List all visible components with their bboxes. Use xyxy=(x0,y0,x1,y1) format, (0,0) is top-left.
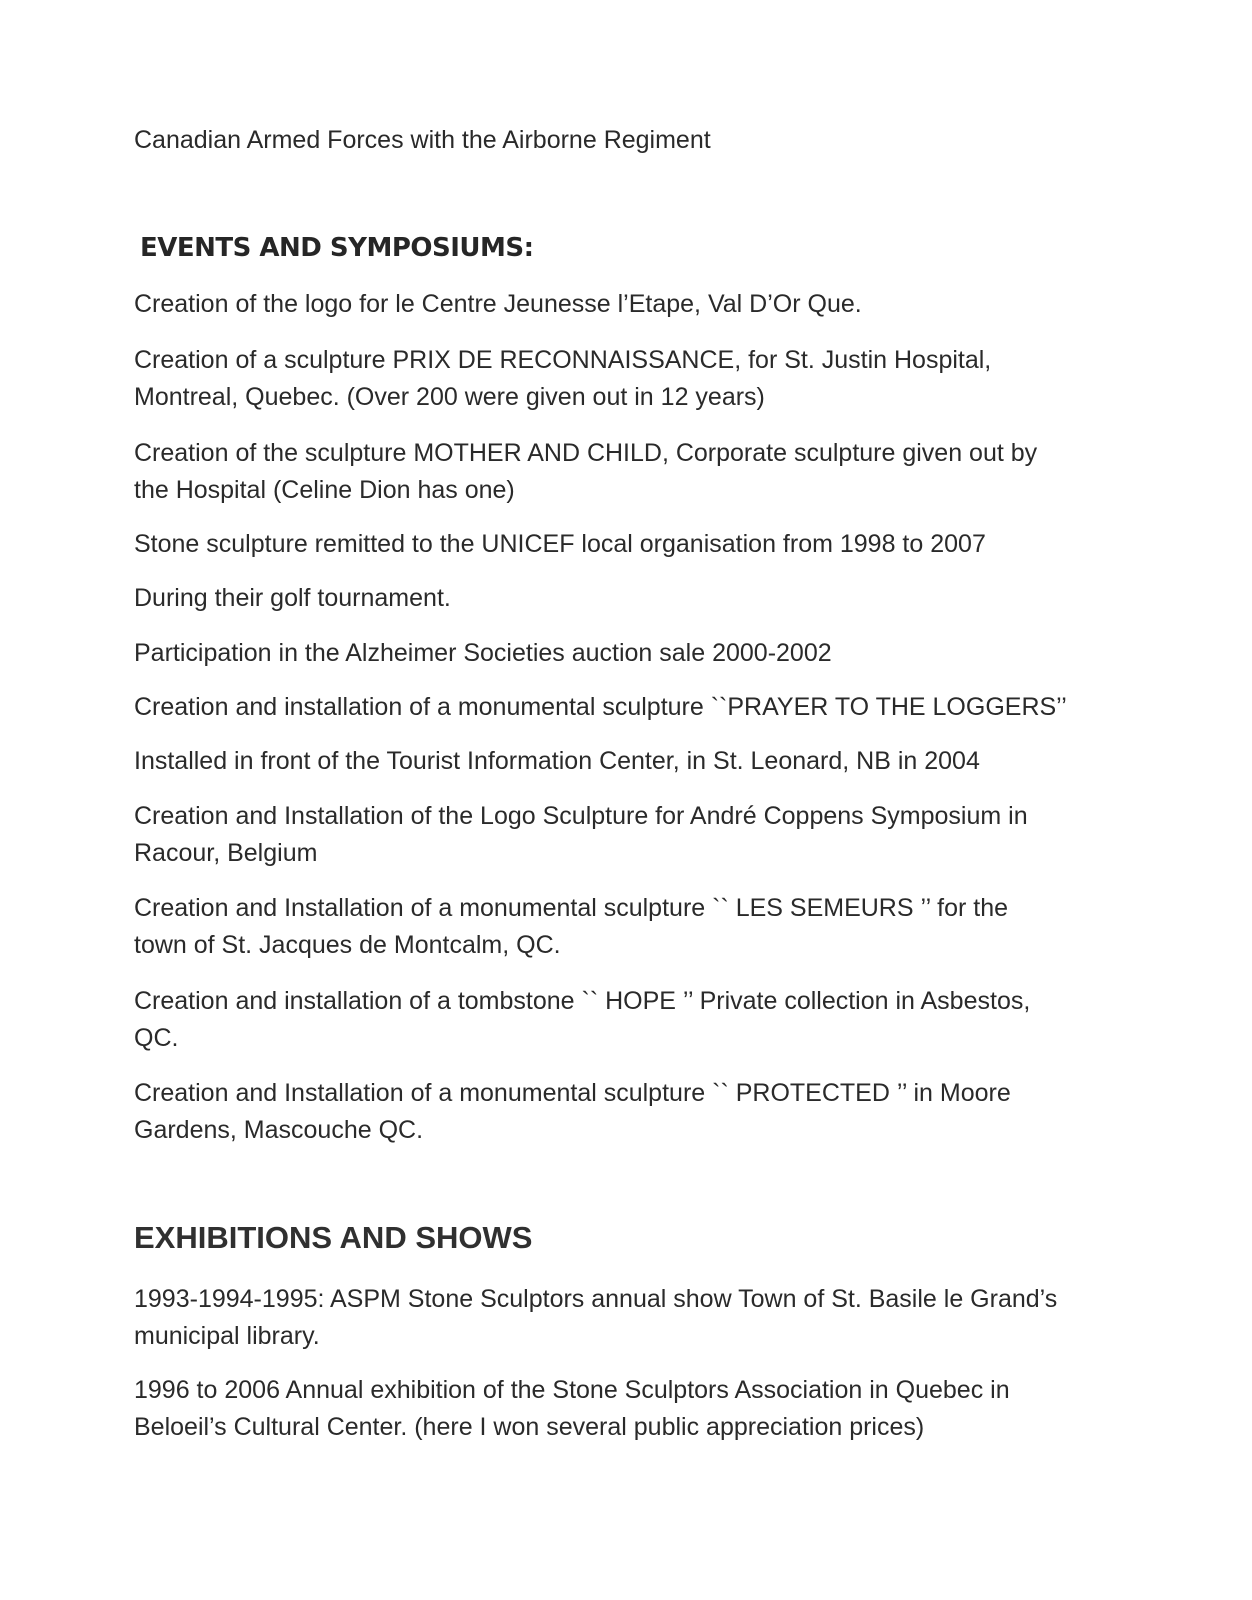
exhibition-line: 1996 to 2006 Annual exhibition of the Stone Sculptors Association in Quebec in xyxy=(134,1376,1010,1404)
event-line: Creation and Installation of a monumental sculpture `` PROTECTED ’’ in Moore xyxy=(134,1079,1011,1107)
event-line: Installed in front of the Tourist Information Center, in St. Leonard, NB in 2004 xyxy=(134,747,980,775)
event-line: Stone sculpture remitted to the UNICEF local organisation from 1998 to 2007 xyxy=(134,530,986,558)
event-line: Creation and installation of a tombstone `` HOPE ’’ Private collection in Asbestos, xyxy=(134,987,1031,1015)
event-line: the Hospital (Celine Dion has one) xyxy=(134,476,515,504)
event-line: Creation and Installation of the Logo Sculpture for André Coppens Symposium in xyxy=(134,802,1028,830)
event-line: Racour, Belgium xyxy=(134,839,318,867)
exhibition-line: Beloeil’s Cultural Center. (here I won several public appreciation prices) xyxy=(134,1413,925,1441)
event-line: Creation of a sculpture PRIX DE RECONNAISSANCE, for St. Justin Hospital, xyxy=(134,346,992,374)
event-line: QC. xyxy=(134,1024,179,1052)
event-line: Participation in the Alzheimer Societies auction sale 2000-2002 xyxy=(134,639,832,667)
event-line: During their golf tournament. xyxy=(134,584,451,612)
intro-line: Canadian Armed Forces with the Airborne Regiment xyxy=(134,126,711,154)
event-line: Gardens, Mascouche QC. xyxy=(134,1116,424,1144)
exhibition-line: municipal library. xyxy=(134,1322,320,1350)
event-line: Creation of the logo for le Centre Jeunesse l’Etape, Val D’Or Que. xyxy=(134,290,862,318)
event-line: town of St. Jacques de Montcalm, QC. xyxy=(134,931,561,959)
exhibitions-heading: EXHIBITIONS AND SHOWS xyxy=(134,1220,533,1255)
events-heading: EVENTS AND SYMPOSIUMS: xyxy=(140,233,534,263)
event-line: Creation and installation of a monumental sculpture ``PRAYER TO THE LOGGERS’’ xyxy=(134,693,1067,721)
event-line: Montreal, Quebec. (Over 200 were given out in 12 years) xyxy=(134,383,765,411)
event-line: Creation and Installation of a monumental sculpture `` LES SEMEURS ’’ for the xyxy=(134,894,1009,922)
event-line: Creation of the sculpture MOTHER AND CHILD, Corporate sculpture given out by xyxy=(134,439,1038,467)
exhibition-line: 1993-1994-1995: ASPM Stone Sculptors annual show Town of St. Basile le Grand’s xyxy=(134,1285,1058,1313)
